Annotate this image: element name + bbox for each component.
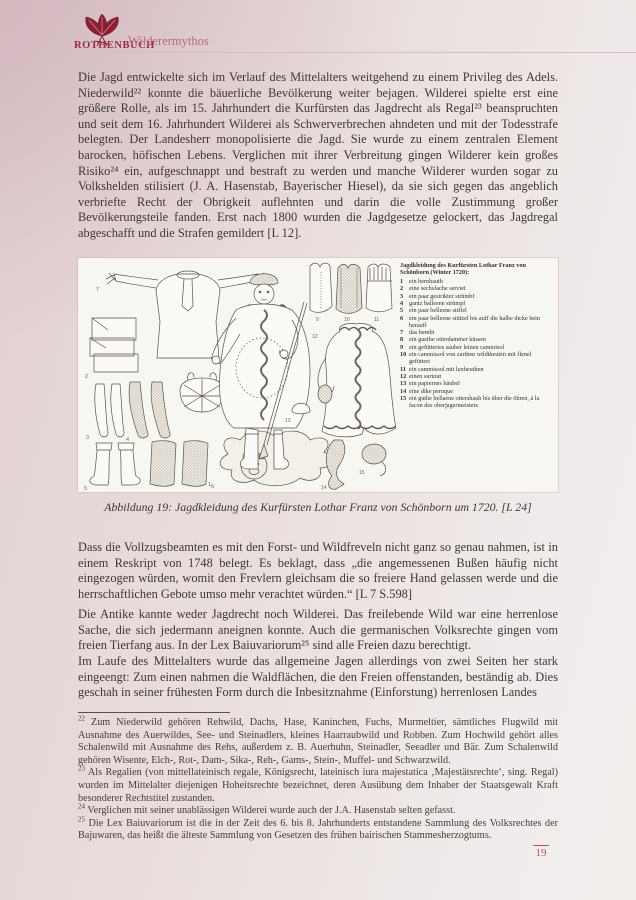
footnote-23: $^{23}$ Als Regalien (von mittellateinisch regale, Königsrecht, lateinisch iura majestatica ‚Majestätsrechte‘, sing. Regal) wurden im Mittelalter diejenigen Hoheitsrechte bezeichnet, deren Ausübung dem Inhaber der Staatsgewalt Kraft besonderer Rechtstitel zustanden. [78,764,558,804]
footnote-marker: 25 [78,815,85,824]
figure-list-item: 1 ein bernhauth [400,278,443,286]
figure-list-item: 11 ein cammissol mit luxheuthen [400,365,484,373]
figure-list-title: Jagdkleidung des Kurfürsten Lothar Franz von Schönborn (Winter 1720): [400,262,526,277]
svg-text:3: 3 [86,435,90,441]
svg-text:13: 13 [285,418,291,424]
figure-list-item: 8 ein guethe otterdammer küssen [400,336,487,344]
page-number-text: 19 [535,847,547,859]
paragraph-jagd-privileg: Die Jagd entwickelte sich im Verlauf des Mittelalters weitgehend zu einem Privileg des Adels. Niederwild²² konnte die bäuerliche Bevölkerung weiter bejagen. Wilderei spielte erst eine größere Rolle, als im 15. Jahrhundert die Kurfürsten das Jagdrecht als Regal²³ beanspruchten und seit dem 16. Jahrhundert Wilderei als Schwerverbrechen ahndeten und mit der Todesstrafe belegten. Der Landesherr monopolisierte die Jagd. Sie wurde zu einem zentralen Element barocken, höfischen Lebens. Verglichen mit ihrer Verbreitung gingen Wilderer kein großes Risiko²⁴ ein, aufgeschnappt und bestraft zu werden und manche Wilderer wurden sogar zu Volkshelden stilisiert (J. A. Hasenstab, Bayerischer Hiesel), da sie sich gegen das angeblich verbriefte Recht der Obrigkeit auflehnten und darin die volle Zustimmung großer Bevölkerungsteile fanden. Erst nach 1800 wurden die Jagdgesetze gelockert, das Jagdregal abgeschafft und die Strafen gemildert [L 12]. [78,70,558,240]
figure-list-item: 7 das hembt [400,329,435,337]
footnote-marker: 23 [78,764,85,773]
figure-list-item: 4 gantz balleene strümpf [400,299,466,307]
footnote-rule [78,712,230,713]
paragraph-mittelalter-eingeengt: Im Laufe des Mittelalters wurde das allgemeine Jagen allerdings von zwei Seiten her stark eingeengt: Zum einen nahmen die Waldflächen, die den Freien offenstanden, beständig ab. Dies geschah in seiner frühesten Form durch die Inbesitznahme (Einforstung) herrenlosen Landes [78,654,558,700]
footnote-marker: 24 [78,802,85,811]
figure-list-item: 13 ein papiernes häubel [400,380,460,388]
svg-text:11: 11 [374,317,380,323]
figure-list-item: 12 einen surtout [400,372,442,380]
svg-text:10: 10 [344,317,350,323]
paragraph-reskript-1748: Dass die Vollzugsbeamten es mit den Forst- und Wildfreveln nicht ganz so genau nahmen, ist in einem Reskript von 1748 belegt. Es beklagt, dass „die angemessenen Bußen häufig nicht eingezogen würden, womit den Frevlern gleichsam die so freiere Hand gelassen werde und die herrschaftlichen Gebote umso mehr verachtet würden.“ [L 7 S.598] [78,540,558,601]
figure-list-item: 2 eine sechsfache serviet [400,285,466,293]
footnote-marker: 22 [78,714,85,723]
footnote-22: $^{22}$ Zum Niederwild gehören Rehwild, Dachs, Hase, Kaninchen, Fuchs, Murmeltier, sämtliches Flugwild mit Ausnahme des Auerwildes, See- und Steinadlers, kleines Haarraubwild und Robben. Zum Hochwild gehört alles Schalenwild mit Ausnahme des Rehs, außerdem z. B. Auerhuhn, Steinadler, Seeadler und Bär. Zum Schalenwild gehören Wisente, Elch-, Rot-, Dam-, Sika-, Reh-, Gams-, Stein-, Muffel- und Schwarzwild. [78,714,558,766]
figure-list-item: 9 ein gefüttertes sauber leinen cammisol [400,343,505,351]
footnote-25: $^{25}$ Die Lex Baiuvariorum ist die in der Zeit des 6. bis 8. Jahrhunderts entstandene Sammlung des Volksrechtes der Bajuwaren, das heißt die älteste Sammlung von Gesetzen des frühen bairischen Stammesherzogtums. [78,815,558,842]
svg-text:12: 12 [312,334,318,340]
page-number-rule [533,845,549,846]
figure-list-item: 15 ein guthe bellaene ottershaub bis über die öhren, à la facon des oberjagermeisters [400,394,540,410]
svg-text:9: 9 [316,317,319,323]
svg-text:1: 1 [208,482,212,488]
page-number [527,845,555,859]
figure-caption: Abbildung 19: Jagdkleidung des Kurfürsten Lothar Franz von Schönborn um 1720. [L 24] [104,500,532,514]
svg-text:6: 6 [211,484,215,490]
svg-text:15: 15 [359,470,365,476]
figure-illustration-engraving [78,258,396,492]
header-rule [0,52,636,53]
figure-list-item: 10 ein cammissol von zarthen wildtheuten mit flenel gefüttert [400,351,532,366]
footnote-list [78,714,558,843]
figure-jagdkleidung [78,258,558,492]
svg-text:5: 5 [84,486,88,492]
paragraph-antike-jagdrecht: Die Antike kannte weder Jagdrecht noch Wilderei. Das freilebende Wild war eine herrenlose Sache, die sich jedermann aneignen konnte. Auch die germanischen Volksrechte gingen vom freien Tierfang aus. In der Lex Baiuvariorum²⁵ sind alle Freien dazu berechtigt. [78,607,558,653]
svg-text:2: 2 [85,374,89,380]
footnote-24: $^{24}$ Verglichen mit seiner unablässigen Wilderei wurde auch der J.A. Hasenstab selten gefasst. [78,802,456,817]
header-section-title: Wilderermythos [128,34,209,48]
figure-list-item: 3 ein paar gestrikter strümbf [400,292,475,300]
figure-list-item: 5 ein paar belleene stiffel [400,307,467,315]
figure-list-item: 14 eine dike peruque [400,387,453,395]
figure-item-list [400,262,552,409]
svg-text:7: 7 [96,287,100,293]
figure-list-item: 6 ein paar belleene stützel bis auff die halbe dicke bein herauff [400,314,540,329]
svg-text:4: 4 [126,437,130,443]
brand-name: ROTHENBUCH [74,40,155,51]
svg-text:14: 14 [321,485,327,491]
